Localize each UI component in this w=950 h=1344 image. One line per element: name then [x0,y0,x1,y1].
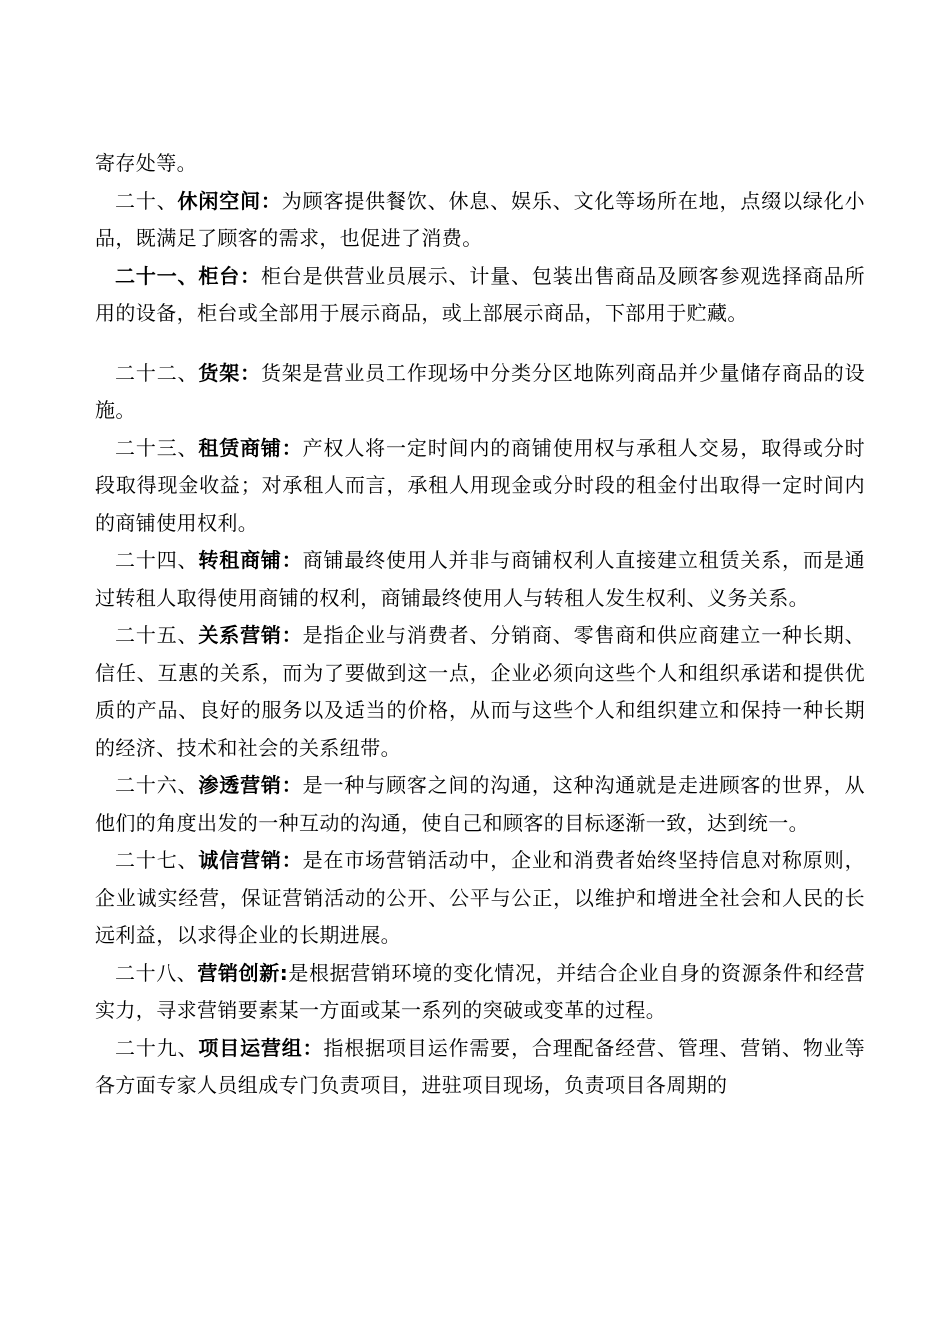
paragraph-body: 为顾客提供餐饮、休息、娱乐、文化等场所在地，点缀以绿化小品，既满足了顾客的需求，也促进了消费。 [95,188,866,250]
paragraph-body: 是指企业与消费者、分销商、零售商和供应商建立一种长期、信任、互惠的关系，而为了要做到这一点，企业必须向这些个人和组织承诺和提供优质的产品、良好的服务以及适当的价格，从而与这些个人和组织建立和保持一种长期的经济、技术和社会的关系纽带。 [95,623,865,760]
paragraph-number: 二十、 [115,188,178,213]
paragraph-term: 渗透营销： [198,773,303,797]
paragraph-22 [95,355,865,430]
paragraph-term: 营销创新: [197,960,289,985]
paragraph-term: 租赁商铺： [198,435,303,460]
paragraph-25 [95,617,865,767]
paragraph-term: 转租商铺： [198,548,303,572]
paragraph-21 [95,258,865,333]
paragraph-body: 是根据营销环境的变化情况，并结合企业自身的资源条件和经营实力，寻求营销要素某一方面或某一系列的突破或变革的过程。 [95,960,865,1022]
paragraph-number: 二十八、 [115,960,198,985]
paragraph-27 [95,842,865,955]
paragraph-number: 二十九、 [115,1035,199,1060]
paragraph-23 [95,430,865,543]
paragraph-body: 是在市场营销活动中，企业和消费者始终坚持信息对称原则，企业诚实经营，保证营销活动的公开、公平与公正，以维护和增进全社会和人民的长远利益，以求得企业的长期进展。 [95,848,865,947]
document-body [95,145,865,1105]
paragraph-number: 二十七、 [115,848,199,872]
paragraph-number: 二十五、 [115,623,199,647]
paragraph-body: 寄存处等。 [95,151,197,175]
paragraph-term: 关系营销： [198,623,303,647]
paragraph-term: 货架： [198,360,261,385]
paragraph-number: 二十三、 [115,435,199,460]
paragraph-body: 产权人将一定时间内的商铺使用权与承租人交易，取得或分时段取得现金收益；对承租人而言，承租人用现金或分时段的租金付出取得一定时间内的商铺使用权利。 [95,435,865,535]
paragraph-body: 是一种与顾客之间的沟通，这种沟通就是走进顾客的世界，从他们的角度出发的一种互动的沟通，使自己和顾客的目标逐渐一致，达到统一。 [95,773,865,835]
paragraph-number: 二十一、 [115,263,199,288]
paragraph-continuation [95,145,865,183]
paragraph-body: 柜台是供营业员展示、计量、包装出售商品及顾客参观选择商品所用的设备，柜台或全部用于展示商品，或上部展示商品，下部用于贮藏。 [95,263,865,325]
paragraph-term: 休闲空间： [177,188,282,213]
paragraph-28 [95,955,865,1030]
paragraph-body: 指根据项目运作需要，合理配备经营、管理、营销、物业等各方面专家人员组成专门负责项目，进驻项目现场，负责项目各周期的 [95,1035,865,1097]
paragraph-term: 柜台： [198,263,261,288]
paragraph-24 [95,542,865,617]
paragraph-number: 二十四、 [115,548,199,572]
paragraph-29 [95,1030,865,1105]
paragraph-body: 货架是营业员工作现场中分类分区地陈列商品并少量储存商品的设施。 [95,360,865,422]
paragraph-20 [95,183,865,258]
paragraph-term: 诚信营销： [198,848,303,872]
paragraph-number: 二十六、 [115,773,199,797]
paragraph-26 [95,767,865,842]
paragraph-body: 商铺最终使用人并非与商铺权利人直接建立租赁关系，而是通过转租人取得使用商铺的权利，商铺最终使用人与转租人发生权利、义务关系。 [95,548,865,610]
paragraph-number: 二十二、 [115,360,199,385]
paragraph-term: 项目运营组： [198,1035,324,1060]
